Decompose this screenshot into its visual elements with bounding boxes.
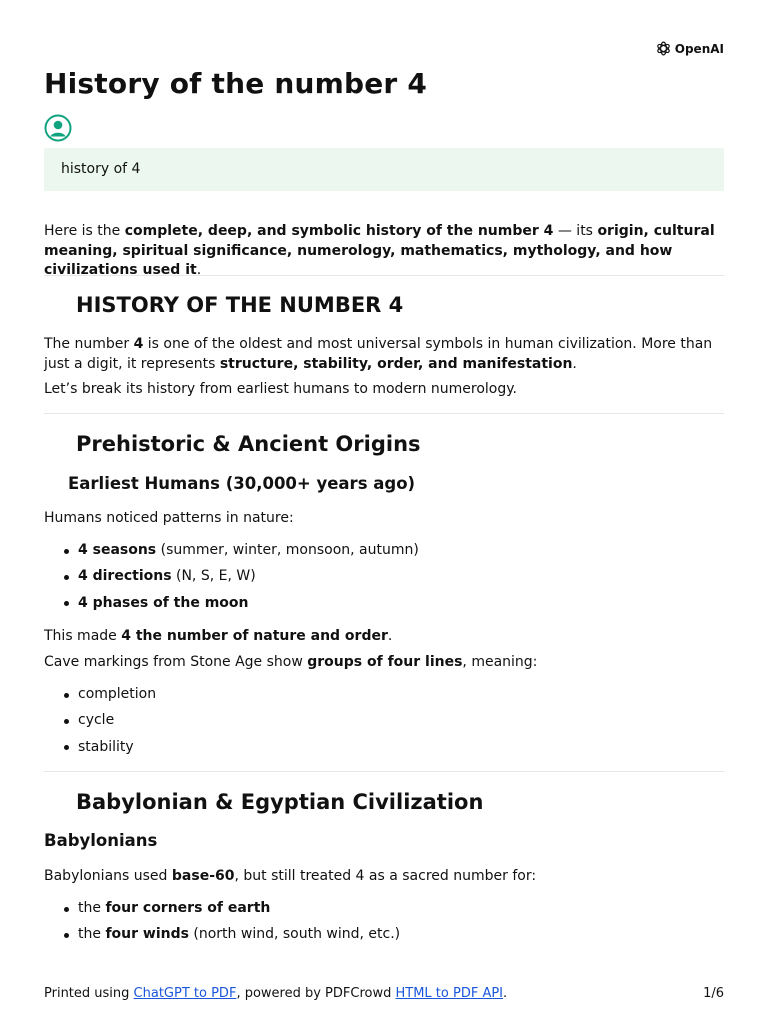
section2-paragraph-1: Humans noticed patterns in nature: [44, 510, 294, 526]
section-heading-babylonian: Babylonian & Egyptian Civilization [76, 790, 484, 814]
openai-logo [655, 40, 724, 57]
user-avatar-icon [44, 114, 72, 142]
section3-paragraph-1: Babylonians used base-60, but still treated 4 as a sacred number for: [44, 868, 537, 884]
divider [44, 771, 724, 772]
list-item: 4 seasons (summer, winter, monsoon, autumn) [44, 541, 419, 567]
page-number: 1/6 [703, 986, 724, 1001]
section-heading-prehistoric: Prehistoric & Ancient Origins [76, 432, 421, 456]
list-item: 4 phases of the moon [44, 594, 419, 620]
logo-text: OpenAI [674, 41, 724, 56]
list-item: the four winds (north wind, south wind, etc.) [44, 925, 400, 951]
openai-logo-icon [655, 40, 672, 57]
list-item: stability [44, 738, 156, 764]
section2-paragraph-2: This made 4 the number of nature and order. [44, 628, 393, 644]
list-item: the four corners of earth [44, 899, 400, 925]
user-prompt: history of 4 [44, 148, 724, 191]
list-item: cycle [44, 711, 156, 737]
divider [44, 413, 724, 414]
section2-paragraph-3: Cave markings from Stone Age show groups of four lines, meaning: [44, 654, 538, 670]
chatgpt-to-pdf-link[interactable]: ChatGPT to PDF [133, 986, 237, 1001]
html-to-pdf-api-link[interactable]: HTML to PDF API [395, 986, 504, 1001]
intro-paragraph: Here is the complete, deep, and symbolic history of the number 4 — its origin, cultural meaning, spiritual significance, numerology, mathematics, mythology, and how civilizations used it. [44, 223, 715, 278]
list-item: completion [44, 685, 156, 711]
divider [44, 275, 724, 276]
nature-patterns-list [44, 541, 419, 620]
section1-paragraph-1: The number 4 is one of the oldest and most universal symbols in human civilization. More than just a digit, it represents structure, stability, order, and manifestation. [44, 336, 713, 372]
subheading-babylonians: Babylonians [44, 831, 158, 850]
section-heading-history: HISTORY OF THE NUMBER 4 [76, 293, 404, 317]
subheading-earliest-humans: Earliest Humans (30,000+ years ago) [68, 474, 416, 493]
list-item: 4 directions (N, S, E, W) [44, 567, 419, 593]
babylonian-sacred-list [44, 899, 400, 952]
page-title: History of the number 4 [44, 67, 428, 100]
print-footer: Printed using ChatGPT to PDF, powered by PDFCrowd HTML to PDF API. 1/6 [44, 986, 724, 1001]
section1-paragraph-2: Let’s break its history from earliest humans to modern numerology. [44, 381, 517, 397]
cave-markings-list [44, 685, 156, 764]
